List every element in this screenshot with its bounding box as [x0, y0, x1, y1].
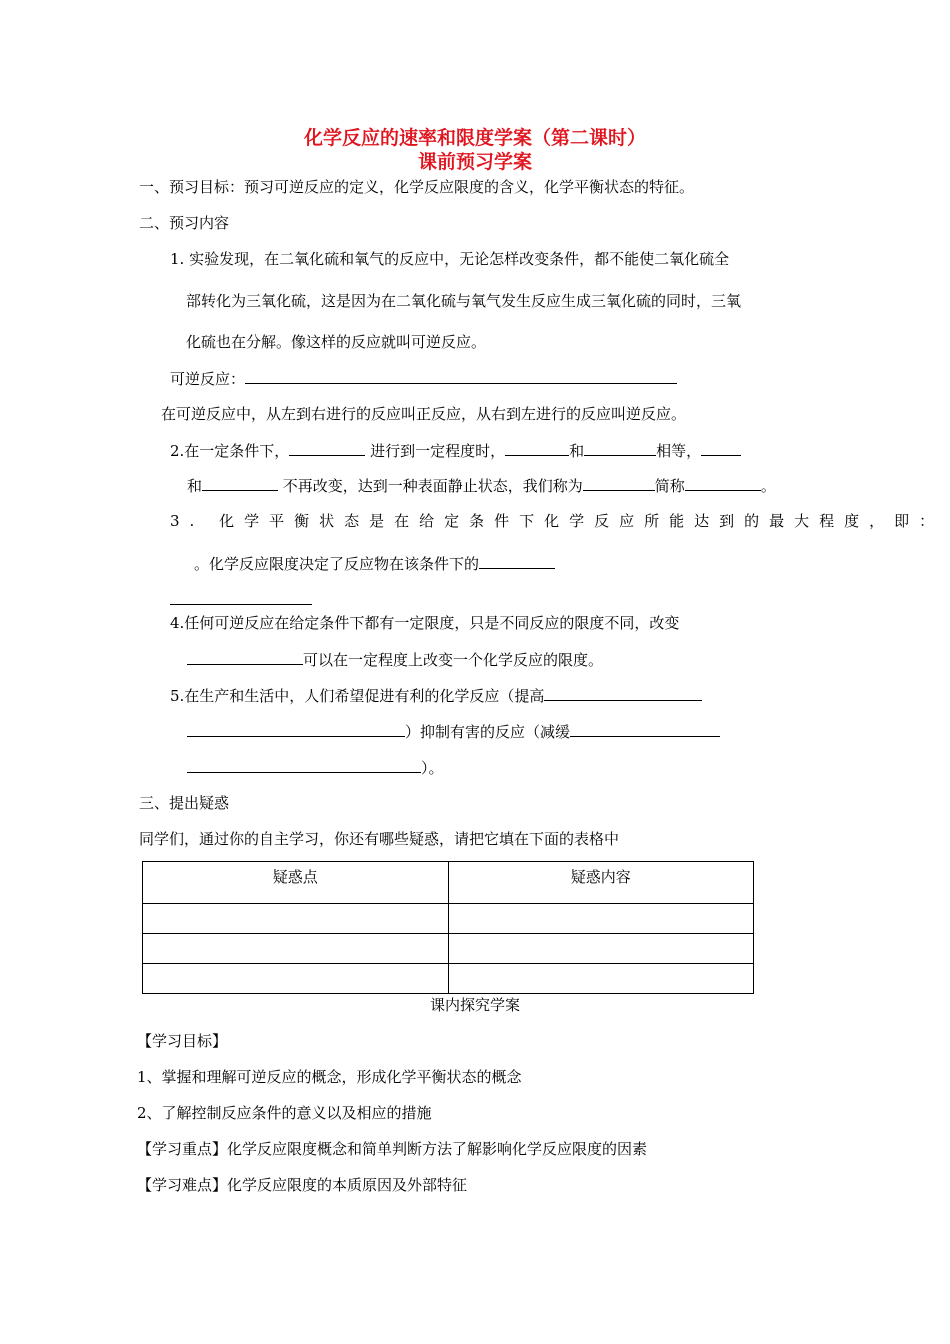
item-5-text-2: ）抑制有害的反应（减缓 — [405, 723, 571, 741]
blank-5-3[interactable] — [570, 721, 720, 737]
item-2-text-g: 简称 — [654, 477, 685, 495]
item-2-text-a: 2.在一定条件下， — [170, 442, 290, 460]
table-cell[interactable] — [448, 904, 754, 934]
table-row — [143, 934, 754, 964]
page-title: 化学反应的速率和限度学案（第二课时） — [303, 127, 646, 149]
item-1-line-1: 1. 实验发现，在二氧化硫和氧气的反应中，无论怎样改变条件，都不能使二氧化硫全 — [170, 250, 730, 268]
item-5-text-1: 5.在生产和生活中，人们希望促进有利的化学反应（提高 — [170, 687, 545, 705]
blank-3-2[interactable] — [170, 589, 312, 605]
table-cell[interactable] — [448, 964, 754, 994]
item-2-text-e: 和 — [187, 477, 203, 495]
explore-title: 课内探究学案 — [429, 996, 520, 1014]
blank-2-2[interactable] — [505, 440, 569, 456]
table-cell[interactable] — [448, 934, 754, 964]
blank-5-4[interactable] — [187, 757, 421, 773]
table-header-content: 疑惑内容 — [448, 862, 754, 904]
item-2-text-h: 。 — [760, 477, 776, 495]
blank-2-5[interactable] — [202, 475, 278, 491]
blank-2-7[interactable] — [685, 475, 761, 491]
item-5-line-1 — [170, 685, 702, 706]
key-points — [137, 1139, 647, 1159]
reversible-reaction-definition — [170, 368, 677, 389]
page-subtitle: 课前预习学案 — [417, 151, 532, 173]
section-1-objective: 一、预习目标：预习可逆反应的定义，化学反应限度的含义，化学平衡状态的特征。 — [139, 178, 695, 196]
blank-3-1[interactable] — [479, 553, 555, 569]
item-2-text-d: 相等， — [656, 442, 702, 460]
difficult-points-label: 【学习难点】 — [137, 1176, 228, 1194]
item-4-line-1: 4.任何可逆反应在给定条件下都有一定限度，只是不同反应的限度不同，改变 — [170, 614, 680, 632]
item-2-text-f: 不再改变，达到一种表面静止状态，我们称为 — [278, 477, 583, 495]
blank-5-2[interactable] — [187, 721, 405, 737]
blank-2-3[interactable] — [584, 440, 656, 456]
blank-2-4[interactable] — [701, 440, 741, 456]
item-3-line-2 — [194, 553, 555, 574]
goal-2: 2、了解控制反应条件的意义以及相应的措施 — [137, 1104, 432, 1122]
section-2-heading: 二、预习内容 — [139, 214, 230, 232]
difficult-points — [137, 1175, 467, 1195]
item-2-line-2 — [187, 475, 776, 496]
reversible-label: 可逆反应： — [170, 370, 246, 388]
item-3-text: 。化学反应限度决定了反应物在该条件下的 — [194, 555, 480, 573]
section-3-heading: 三、提出疑惑 — [139, 794, 230, 812]
item-3-line-1: 3. 化学平衡状态是在给定条件下化学反应所能达到的最大程度，即： — [170, 512, 945, 530]
item-2-text-b: 进行到一定程度时， — [365, 442, 506, 460]
table-row — [143, 904, 754, 934]
item-3-line-3 — [170, 589, 312, 610]
blank-2-1[interactable] — [289, 440, 365, 456]
item-5-line-3 — [187, 757, 444, 778]
item-2-text-c: 和 — [569, 442, 585, 460]
blank-2-6[interactable] — [583, 475, 655, 491]
item-2-line-1 — [170, 440, 741, 461]
item-1-line-3: 化硫也在分解。像这样的反应就叫可逆反应。 — [186, 333, 487, 351]
key-points-label: 【学习重点】 — [137, 1140, 228, 1158]
blank-reversible-definition[interactable] — [245, 368, 677, 384]
section-3-intro: 同学们，通过你的自主学习，你还有哪些疑惑，请把它填在下面的表格中 — [139, 830, 620, 848]
blank-5-1[interactable] — [544, 685, 702, 701]
table-row — [143, 964, 754, 994]
table-cell[interactable] — [143, 904, 449, 934]
key-points-text: 化学反应限度概念和简单判断方法了解影响化学反应限度的因素 — [227, 1140, 648, 1158]
item-4-text: 可以在一定程度上改变一个化学反应的限度。 — [303, 651, 604, 669]
table-cell[interactable] — [143, 964, 449, 994]
goals-heading: 【学习目标】 — [137, 1032, 228, 1050]
forward-reverse-explanation: 在可逆反应中，从左到右进行的反应叫正反应，从右到左进行的反应叫逆反应。 — [161, 405, 687, 423]
blank-4-1[interactable] — [187, 649, 303, 665]
goal-1: 1、掌握和理解可逆反应的概念，形成化学平衡状态的概念 — [137, 1068, 522, 1086]
table-header-row — [143, 862, 754, 904]
questions-table — [142, 861, 754, 994]
table-header-point: 疑惑点 — [143, 862, 449, 904]
item-1-line-2: 部转化为三氧化硫，这是因为在二氧化硫与氧气发生反应生成三氧化硫的同时，三氧 — [186, 292, 742, 310]
table-cell[interactable] — [143, 934, 449, 964]
item-4-line-2 — [187, 649, 603, 670]
difficult-points-text: 化学反应限度的本质原因及外部特征 — [227, 1176, 468, 1194]
item-5-line-2 — [187, 721, 720, 742]
item-5-text-3: ）。 — [421, 759, 444, 777]
